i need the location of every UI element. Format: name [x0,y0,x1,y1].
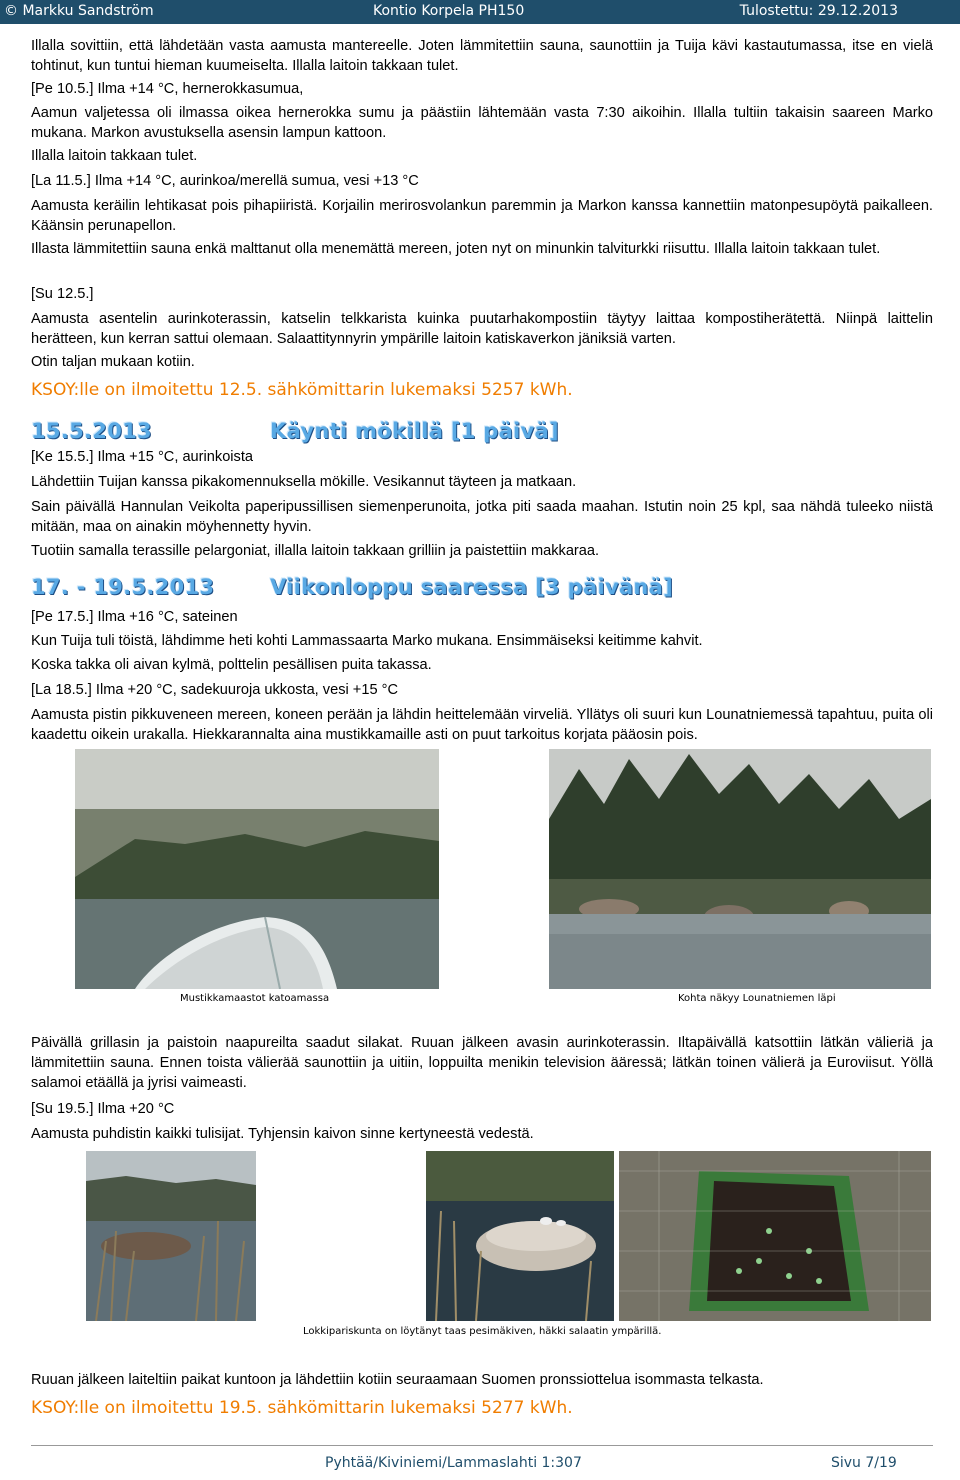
paragraph: Aamusta asentelin aurinkoterassin, katselin telkkarista kuinka puutarhakompostiin täytyy laittaa kompostiherätettä. Niinpä laittelin herätteen, kun kerran sattui olemaan. Salaattitynnyrin ympärille laitoin katiskaverkon jäniksiä varten. [31,311,933,347]
weather-line: [Su 12.5.] [31,286,94,302]
paragraph: Otin taljan mukaan kotiin. [31,354,195,370]
boat-lake-photo [75,749,439,989]
paragraph: Päivällä grillasin ja paistoin naapureilta saadut silakat. Ruuan jälkeen avasin aurinkoterassin. Iltapäivällä katsottiin lätkän välieriä ja lämmitettiin sauna. Ennen toista välierää saunottiin ja uitiin, loppuilta menikin television ääressä; lätkän toinen välierä ja Euroviisut. Yöllä salamoi etäällä ja jyrisi vaimeasti. [31,1035,933,1091]
paragraph: Kun Tuija tuli töistä, lähdimme heti kohti Lammassaarta Marko mukana. Ensimmäiseksi keitimme kahvit. [31,633,703,649]
paragraph: Illasta lämmitettiin sauna enkä malttanut olla menemättä mereen, joten nyt on minunkin talviturkki riisuttu. Illalla laitoin takkaan tulet. [31,241,881,257]
seagull-rock-photo [426,1151,614,1321]
paragraph: Lähdettiin Tuijan kanssa pikakomennuksella mökille. Vesikannut täyteen ja matkaan. [31,474,577,490]
weather-line: [Pe 17.5.] Ilma +16 °C, sateinen [31,609,238,625]
paragraph: Koska takka oli aivan kylmä, polttelin pesällisen puita takassa. [31,657,432,673]
page-header [0,0,960,24]
paragraph: Illalla laitoin takkaan tulet. [31,148,198,164]
header-author: © Markku Sandström [4,3,154,19]
paragraph: Tuotiin samalla terassille pelargoniat, illalla laitoin takkaan grilliin ja paistettiin makkaraa. [31,543,600,559]
paragraph: Ruuan jälkeen laiteltiin paikat kuntoon ja lähdettiin kotiin seuraamaan Suomen pronssiottelua isommasta telkasta. [31,1372,764,1388]
reeds-shore-photo [86,1151,256,1321]
electricity-reading-note: KSOY:lle on ilmoitettu 19.5. sähkömittarin lukemaksi 5277 kWh. [31,1398,573,1418]
paragraph: Sain päivällä Hannulan Veikolta paperipussillisen siemenperunoita, jotka piti saada maahan. Istutin noin 25 kpl, saa nähdä tuleeko niistä mitään, maa on ainakin möyhennetty hyvin. [31,499,933,535]
weather-line: [La 11.5.] Ilma +14 °C, aurinkoa/merellä sumua, vesi +13 °C [31,173,419,189]
weather-line: [La 18.5.] Ilma +20 °C, sadekuuroja ukkosta, vesi +15 °C [31,682,398,698]
section-date-heading: 15.5.2013 [31,419,152,443]
footer-divider [31,1445,933,1446]
paragraph: Illalla sovittiin, että lähdetään vasta aamusta mantereelle. Joten lämmitettiin sauna, saunottiin ja Tuija kävi kastautumassa, itse en vielä tohtinut, kun tuntui hieman kuumeiselta. Illalla laitoin takkaan tulet. [31,38,933,74]
paragraph: Aamusta puhdistin kaikki tulisijat. Tyhjensin kaivon sinne kertyneestä vedestä. [31,1126,534,1142]
weather-line: [Ke 15.5.] Ilma +15 °C, aurinkoista [31,449,254,465]
photo-caption: Mustikkamaastot katoamassa [180,993,330,1004]
electricity-reading-note: KSOY:lle on ilmoitettu 12.5. sähkömittarin lukemaksi 5257 kWh. [31,380,573,400]
paragraph: Aamusta pistin pikkuveneen mereen, koneen perään ja lähdin heittelemään virveliä. Yllätys oli suuri kun Lounatniemessä tapahtuu, puita oli kaadettu oikein urakalla. Hiekkarannalta aina mustikkamaille asti on puut tarkoitus korjata pääosin pois. [31,707,933,743]
weather-line: [Su 19.5.] Ilma +20 °C [31,1101,175,1117]
section-date-heading: 17. - 19.5.2013 [31,575,215,599]
photo-caption: Kohta näkyy Lounatniemen läpi [678,993,836,1004]
paragraph: Aamun valjetessa oli ilmassa oikea hernerokka sumu ja päästiin lähtemään vasta 7:30 aikoihin. Illalla tultiin takaisin saareen Marko mukana. Markon avustuksella asensin lampun kattoon. [31,105,933,141]
header-document-title: Kontio Korpela PH150 [373,3,525,19]
photo-caption: Lokkipariskunta on löytänyt taas pesimäkiven, häkki salaatin ympärillä. [303,1326,662,1337]
header-print-date: Tulostettu: 29.12.2013 [739,3,898,19]
paragraph: Aamusta keräilin lehtikasat pois pihapiiristä. Korjailin merirosvolankun paremmin ja Markon kanssa kannettiin matonpesupöytä paikalleen. Käänsin perunapellon. [31,198,933,234]
section-title-heading: Viikonloppu saaressa [3 päivänä] [270,575,674,599]
salad-cage-photo [619,1151,931,1321]
footer-property-id: Pyhtää/Kiviniemi/Lammaslahti 1:307 [325,1455,582,1471]
weather-line: [Pe 10.5.] Ilma +14 °C, hernerokkasumua, [31,81,304,97]
forest-shoreline-photo [549,749,931,989]
footer-page-number: Sivu 7/19 [831,1455,897,1471]
section-title-heading: Käynti mökillä [1 päivä] [270,419,559,443]
